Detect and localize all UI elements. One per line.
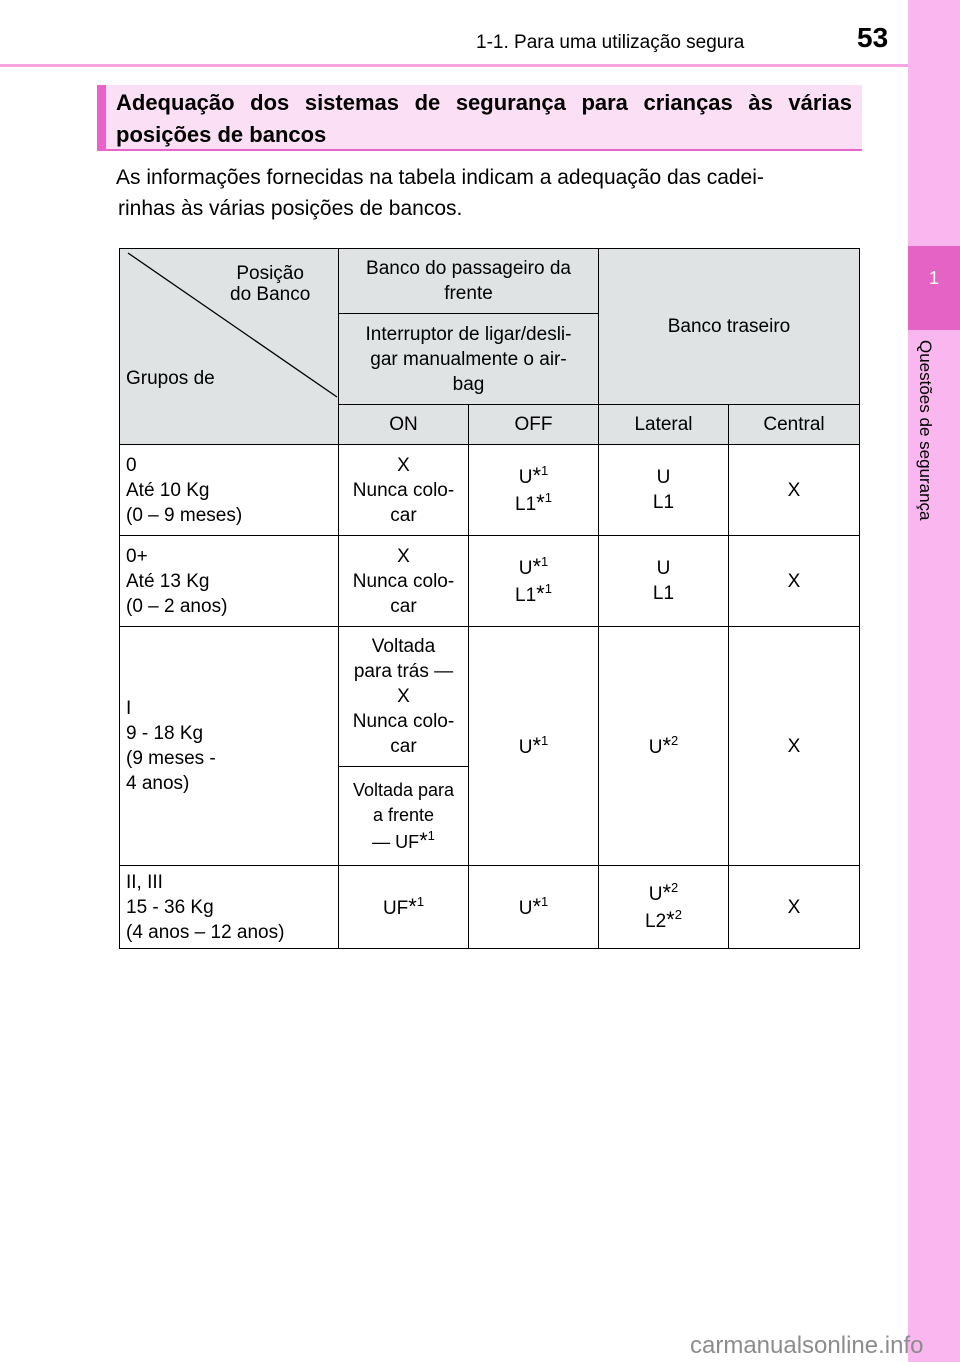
on-forward-facing-cell: Voltada para a frente — UF*$^1$ [339,767,469,866]
lateral-cell: U L1 [599,445,729,536]
group-cell: I 9 - 18 Kg (9 meses - 4 anos) [120,627,339,866]
header-rule [0,64,908,67]
central-cell: X [729,627,860,866]
group-cell: 0+ Até 13 Kg (0 – 2 anos) [120,536,339,627]
intro-line-1: As informações fornecidas na tabela indicam a adequação das cadei- [116,166,764,189]
corner-seat-position-label: Posição do Banco [230,263,311,305]
group-cell: II, III 15 - 36 Kg (4 anos – 12 anos) [120,866,339,949]
central-cell: X [729,866,860,949]
off-cell: U*$^1$ [469,866,599,949]
central-cell: X [729,445,860,536]
chapter-number: 1 [928,268,939,288]
lateral-cell: U*$^2$ L2*$^2$ [599,866,729,949]
column-header-off: OFF [469,405,599,445]
on-cell: X Nunca colo- car [339,445,469,536]
column-header-lateral: Lateral [599,405,729,445]
corner-header-cell [120,249,339,445]
table-row [120,627,860,767]
on-cell: UF*$^1$ [339,866,469,949]
intro-paragraph [116,162,866,224]
table-row [120,445,860,536]
table-row [120,866,860,949]
chapter-side-tab [908,0,960,1362]
section-title: 1-1. Para uma utilização segura [476,32,745,53]
chapter-label: Questões de segurança [916,340,935,521]
central-cell: X [729,536,860,627]
page-number: 53 [857,22,889,53]
heading-line-1: Adequação dos sistemas de segurança para crianças às várias [116,90,852,115]
lateral-cell: U*$^2$ [599,627,729,866]
lateral-cell: U L1 [599,536,729,627]
airbag-switch-header: Interruptor de ligar/desli- gar manualmente o air- bag [339,314,599,405]
column-header-central: Central [729,405,860,445]
table-row [120,536,860,627]
on-cell: X Nunca colo- car [339,536,469,627]
corner-group-label: Grupos de [126,368,215,389]
group-cell: 0 Até 10 Kg (0 – 9 meses) [120,445,339,536]
off-cell: U*$^1$ L1*$^1$ [469,445,599,536]
off-cell: U*$^1$ L1*$^1$ [469,536,599,627]
column-header-on: ON [339,405,469,445]
on-rear-facing-cell: Voltada para trás — X Nunca colo- car [339,627,469,767]
rear-seat-header: Banco traseiro [599,249,860,405]
child-seat-suitability-table [119,248,860,949]
heading-line-2: posições de bancos [116,122,327,147]
heading-title [116,87,852,151]
off-cell: U*$^1$ [469,627,599,866]
watermark: carmanualsonline.info [690,1332,924,1359]
front-passenger-seat-header: Banco do passageiro da frente [339,249,599,314]
intro-line-2: rinhas às várias posições de bancos. [118,197,463,220]
